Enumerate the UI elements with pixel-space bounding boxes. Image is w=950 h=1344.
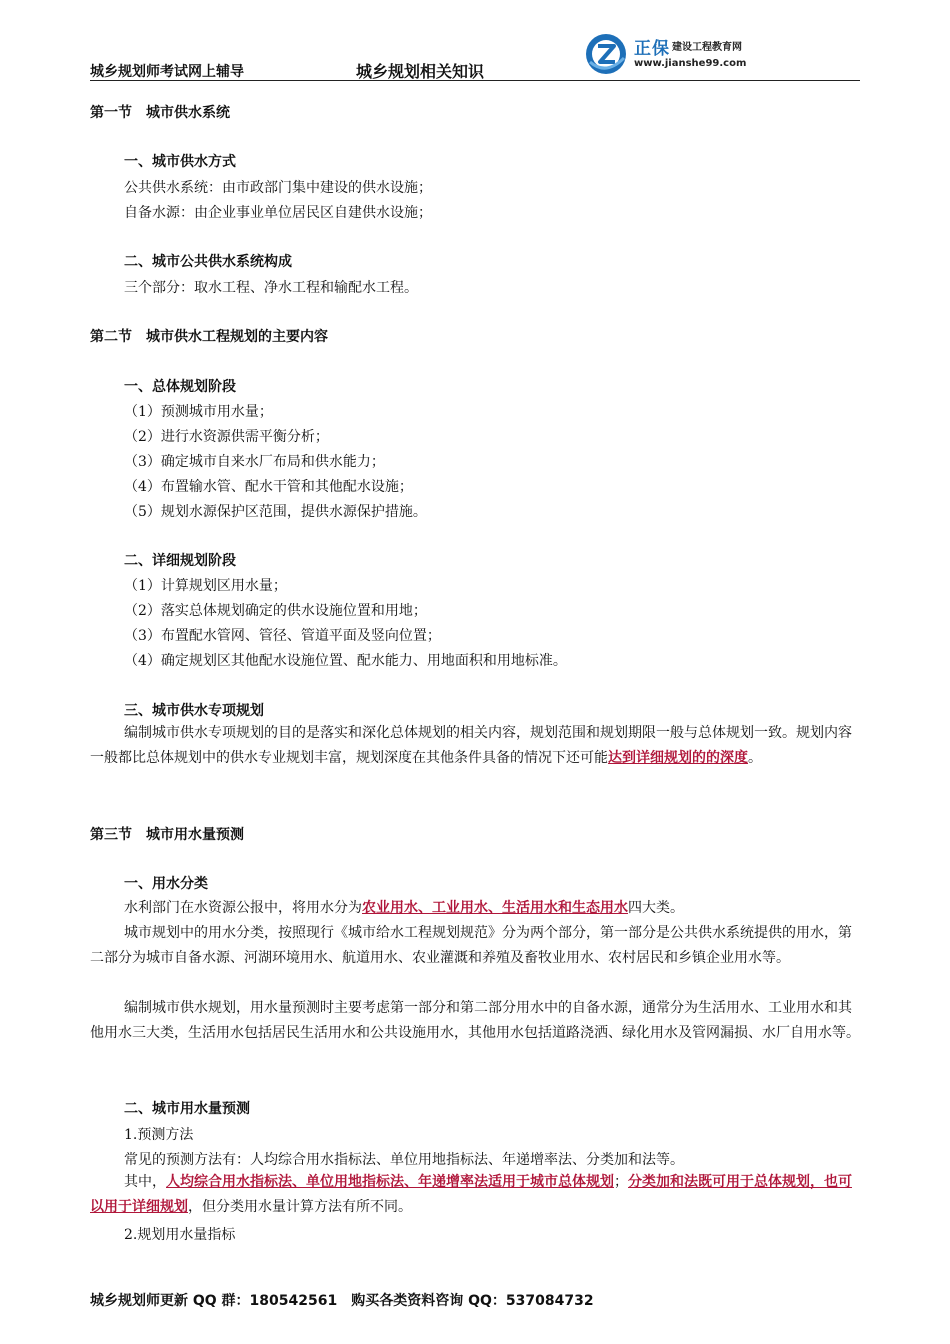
para-text: ，但分类用水量计算方法有所不同。 — [188, 1199, 412, 1215]
para-text: 四大类。 — [628, 900, 684, 916]
list-item: （4）布置输水管、配水干管和其他配水设施； — [124, 479, 413, 495]
page-footer: 城乡规划师更新 QQ 群：180542561 购买各类资料咨询 QQ：537084732 — [90, 1293, 594, 1309]
highlight-text: 农业用水、工业用水、生活用水和生态用水 — [362, 900, 628, 916]
section-3-para-5 — [90, 1170, 860, 1220]
page-header — [90, 30, 860, 81]
section-3-para-2: 城市规划中的用水分类，按照现行《城市给水工程规划规范》分为两个部分，第一部分是公共供水系统提供的用水，第二部分为城市自备水源、河湖环境用水、航道用水、农业灌溉和养殖及畜牧业用水、农村居民和乡镇企业用水等。 — [90, 925, 852, 966]
section-3-para-4: 常见的预测方法有：人均综合用水指标法、单位用地指标法、年递增率法、分类加和法等。 — [124, 1152, 684, 1168]
header-left-title: 城乡规划师考试网上辅导 — [90, 64, 244, 80]
section-1-heading-1: 一、城市供水方式 — [124, 154, 236, 170]
highlight-text: 人均综合用水指标法、单位用地指标法、年递增率法适用于城市总体规划 — [166, 1174, 614, 1190]
list-item: （5）规划水源保护区范围，提供水源保护措施。 — [124, 504, 427, 520]
section-3-sub-2: 2.规划用水量指标 — [124, 1227, 236, 1243]
logo-brand-text: 正保 — [634, 39, 670, 59]
section-2-heading-3: 三、城市供水专项规划 — [124, 703, 264, 719]
para-text: 编制城市供水专项规划的目的是落实和深化总体规划的相关内容，规划范围和规划期限一般与总体规划一致。规划内容一般都比总体规划中的供水专业规划丰富，规划深度在其他条件具备的情况下还可能 — [90, 725, 852, 766]
section-2-title: 第二节 城市供水工程规划的主要内容 — [90, 329, 328, 345]
para-text: ； — [614, 1174, 628, 1190]
section-1-title: 第一节 城市供水系统 — [90, 105, 230, 121]
para-text: 。 — [748, 750, 762, 766]
site-logo[interactable] — [584, 30, 774, 78]
section-1-para-3: 三个部分：取水工程、净水工程和输配水工程。 — [124, 280, 418, 296]
section-3-para-3: 编制城市供水规划，用水量预测时主要考虑第一部分和第二部分用水中的自备水源，通常分为生活用水、工业用水和其他用水三大类，生活用水包括居民生活用水和公共设施用水，其他用水包括道路浇洒、绿化用水及管网漏损、水厂自用水等。 — [90, 1000, 860, 1041]
list-item: （1）预测城市用水量； — [124, 404, 273, 420]
header-center-title: 城乡规划相关知识 — [356, 62, 485, 81]
section-1-para-1: 公共供水系统：由市政部门集中建设的供水设施； — [124, 180, 432, 196]
logo-sub-text: 建设工程教育网 — [672, 42, 742, 53]
highlight-text: 达到详细规划的的深度 — [608, 750, 748, 766]
list-item: （3）确定城市自来水厂布局和供水能力； — [124, 454, 385, 470]
section-3-heading-2: 二、城市用水量预测 — [124, 1101, 250, 1117]
list-item: （1）计算规划区用水量； — [124, 578, 287, 594]
section-2-special-plan-para — [90, 721, 860, 771]
highlight-text: 分类加和法既可用于总体规划，也可以用于详细规划 — [90, 1174, 852, 1215]
section-2-heading-2: 二、详细规划阶段 — [124, 553, 236, 569]
section-3-sub-1: 1.预测方法 — [124, 1127, 194, 1143]
section-1-para-2: 自备水源：由企业事业单位居民区自建供水设施； — [124, 205, 432, 221]
list-item: （3）布置配水管网、管径、管道平面及竖向位置； — [124, 628, 441, 644]
logo-z-icon — [584, 32, 628, 76]
logo-url-text: www.jianshe99.com — [634, 58, 747, 69]
section-3-heading-1: 一、用水分类 — [124, 876, 208, 892]
list-item: （2）落实总体规划确定的供水设施位置和用地； — [124, 603, 427, 619]
list-item: （2）进行水资源供需平衡分析； — [124, 429, 329, 445]
section-2-heading-1: 一、总体规划阶段 — [124, 379, 236, 395]
section-3-para-1 — [90, 896, 860, 921]
list-item: （4）确定规划区其他配水设施位置、配水能力、用地面积和用地标准。 — [124, 653, 567, 669]
para-text: 其中， — [124, 1174, 166, 1190]
section-3-title: 第三节 城市用水量预测 — [90, 827, 244, 843]
section-1-heading-2: 二、城市公共供水系统构成 — [124, 254, 292, 270]
para-text: 水利部门在水资源公报中，将用水分为 — [124, 900, 362, 916]
